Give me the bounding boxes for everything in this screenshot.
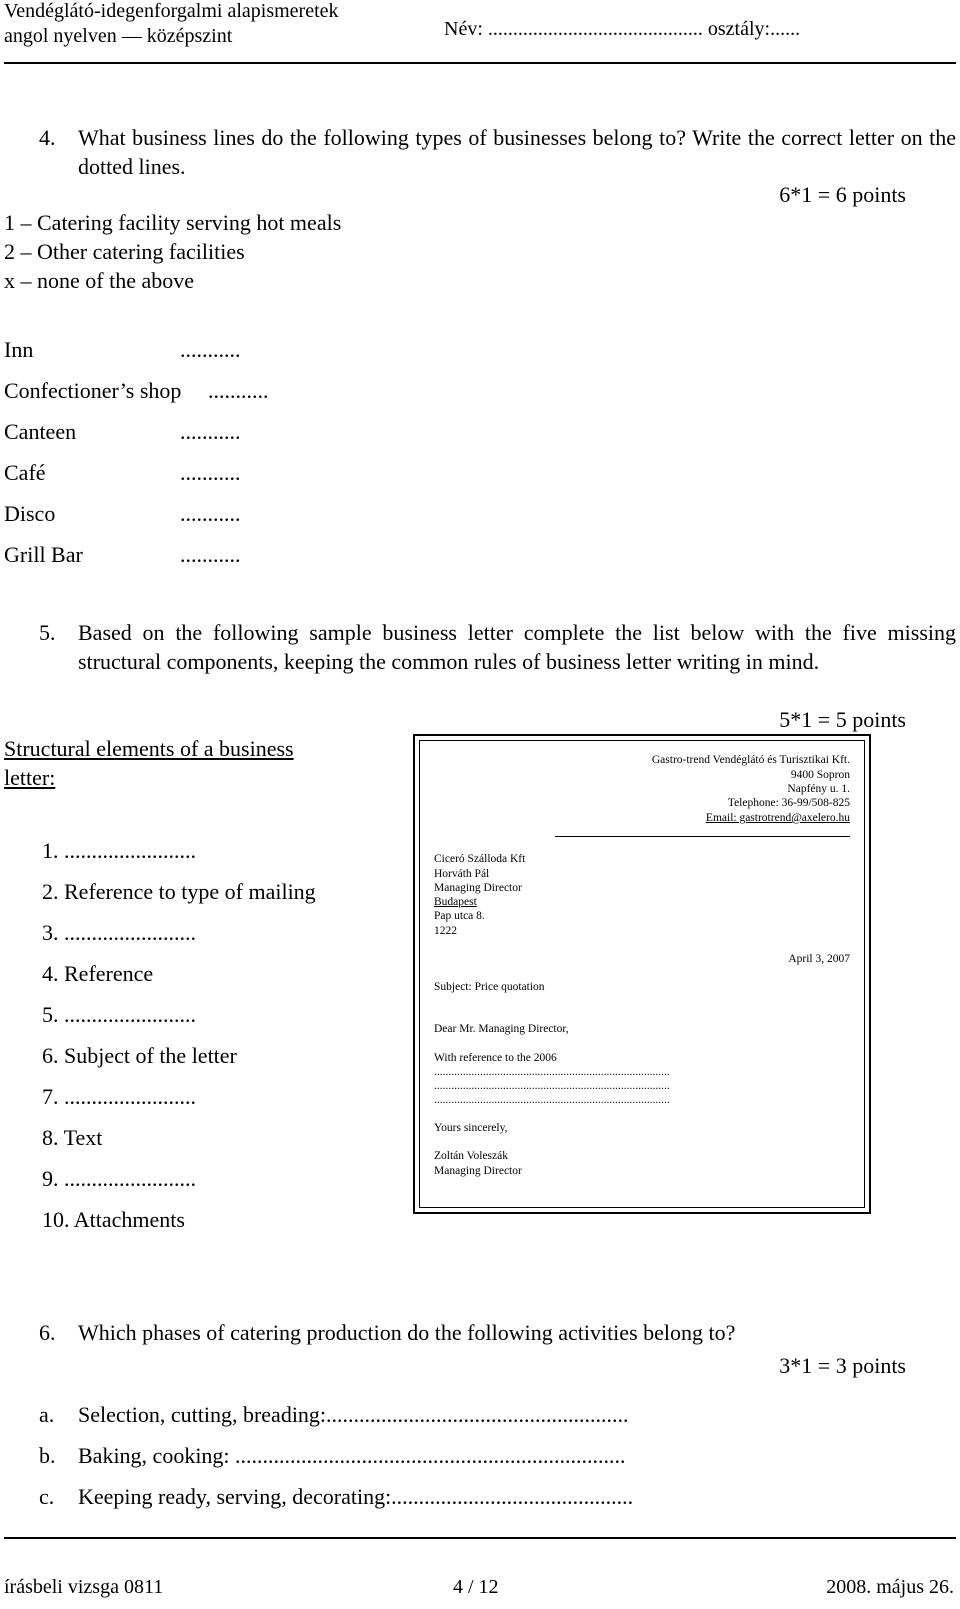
footer-rule bbox=[4, 1537, 956, 1539]
q5-list-item: 10. Attachments bbox=[42, 1207, 185, 1232]
q5-list-title-2: letter: bbox=[4, 765, 56, 790]
q5-list-item[interactable]: 7. ........................ bbox=[42, 1084, 196, 1109]
letter-header-rule bbox=[555, 836, 850, 837]
q4-legend-1: 1 – Catering facility serving hot meals bbox=[4, 210, 342, 235]
letter-recipient-name: Horváth Pál bbox=[434, 868, 490, 880]
sample-letter bbox=[413, 734, 871, 1214]
header-title-line1: Vendéglátó-idegenforgalmi alapismeretek bbox=[4, 0, 339, 22]
q5-list-title: Structural elements of a business bbox=[4, 736, 294, 761]
letter-recipient-city: Budapest bbox=[434, 896, 477, 908]
q6-text: Which phases of catering production do the following activities belong to? bbox=[78, 1320, 736, 1345]
q4-item-label: Inn bbox=[4, 337, 34, 362]
q4-item-blank[interactable]: ........... bbox=[180, 501, 241, 526]
letter-signer-title: Managing Director bbox=[434, 1165, 522, 1177]
letter-body-dots: .................................................................................. bbox=[434, 1094, 670, 1106]
q5-list-item: 6. Subject of the letter bbox=[42, 1043, 237, 1068]
q6-item-letter: b. bbox=[39, 1443, 56, 1468]
q5-list-item: 2. Reference to type of mailing bbox=[42, 879, 316, 904]
q5-points: 5*1 = 5 points bbox=[779, 707, 906, 732]
letter-sender-email: Email: gastrotrend@axelero.hu bbox=[705, 812, 850, 824]
letter-closing: Yours sincerely, bbox=[434, 1122, 508, 1134]
q5-list-item[interactable]: 3. ........................ bbox=[42, 920, 196, 945]
footer-page-number: 4 / 12 bbox=[453, 1576, 499, 1598]
q4-points: 6*1 = 6 points bbox=[779, 182, 906, 207]
footer-date: 2008. május 26. bbox=[826, 1576, 954, 1598]
q5-list-item: 4. Reference bbox=[42, 961, 154, 986]
letter-recipient-zip: 1222 bbox=[434, 925, 457, 937]
q6-item-text[interactable]: Baking, cooking: ....................................................................... bbox=[78, 1443, 626, 1468]
q5-list-item[interactable]: 5. ........................ bbox=[42, 1002, 196, 1027]
q5-text: Based on the following sample business letter complete the list below with the five missing structural components, keeping the common rules of business letter writing in mind. bbox=[78, 620, 956, 674]
q4-item-label: Grill Bar bbox=[4, 542, 83, 567]
letter-sender-line: 9400 Sopron bbox=[790, 769, 850, 781]
q4-item-blank[interactable]: ........... bbox=[180, 419, 241, 444]
q4-number: 4. bbox=[39, 125, 56, 150]
q4-item-blank[interactable]: ........... bbox=[180, 337, 241, 362]
q4-item-blank[interactable]: ........... bbox=[208, 378, 269, 403]
letter-signer: Zoltán Voleszák bbox=[434, 1150, 508, 1162]
letter-body-dots: .................................................................................. bbox=[434, 1080, 670, 1092]
footer-exam-code: írásbeli vizsga 0811 bbox=[4, 1576, 164, 1598]
q6-item-text[interactable]: Selection, cutting, breading:....................................................... bbox=[78, 1402, 629, 1427]
q6-item-letter: a. bbox=[39, 1402, 55, 1427]
letter-salutation: Dear Mr. Managing Director, bbox=[434, 1023, 569, 1035]
header-title-line2: angol nyelven — középszint bbox=[4, 25, 233, 47]
q5-list-item: 8. Text bbox=[42, 1125, 103, 1150]
q4-text: What business lines do the following types of businesses belong to? Write the correct letter on the dotted lines. bbox=[78, 125, 956, 179]
letter-body-dots: .................................................................................. bbox=[434, 1066, 670, 1078]
letter-recipient-company: Ciceró Szálloda Kft bbox=[434, 853, 526, 865]
sample-letter-inner-frame bbox=[419, 740, 865, 1208]
q5-list-item[interactable]: 1. ........................ bbox=[42, 838, 196, 863]
q4-item-label: Café bbox=[4, 460, 46, 485]
q6-number: 6. bbox=[39, 1320, 56, 1345]
q4-item-blank[interactable]: ........... bbox=[180, 542, 241, 567]
letter-sender-line: Napfény u. 1. bbox=[787, 783, 850, 795]
q5-list-item[interactable]: 9. ........................ bbox=[42, 1166, 196, 1191]
letter-subject: Subject: Price quotation bbox=[434, 981, 545, 993]
q4-item-label: Confectioner’s shop bbox=[4, 378, 182, 403]
letter-sender-line: Gastro-trend Vendéglátó és Turisztikai Kft. bbox=[651, 754, 850, 766]
q6-item-letter: c. bbox=[39, 1484, 55, 1509]
letter-sender-line: Telephone: 36-99/508-825 bbox=[727, 797, 850, 809]
q4-legend-x: x – none of the above bbox=[4, 268, 194, 293]
header-rule bbox=[4, 62, 956, 64]
q4-item-blank[interactable]: ........... bbox=[180, 460, 241, 485]
letter-recipient-title: Managing Director bbox=[434, 882, 522, 894]
letter-date: April 3, 2007 bbox=[788, 953, 850, 965]
q4-legend-2: 2 – Other catering facilities bbox=[4, 239, 245, 264]
header-name-field: Név: ........................................... osztály:...... bbox=[444, 18, 801, 40]
letter-body: With reference to the 2006 bbox=[434, 1052, 557, 1064]
letter-recipient-street: Pap utca 8. bbox=[434, 910, 485, 922]
q4-item-label: Disco bbox=[4, 501, 56, 526]
q6-points: 3*1 = 3 points bbox=[779, 1353, 906, 1378]
q5-number: 5. bbox=[39, 620, 56, 645]
q6-item-text[interactable]: Keeping ready, serving, decorating:............................................ bbox=[78, 1484, 634, 1509]
q4-item-label: Canteen bbox=[4, 419, 77, 444]
